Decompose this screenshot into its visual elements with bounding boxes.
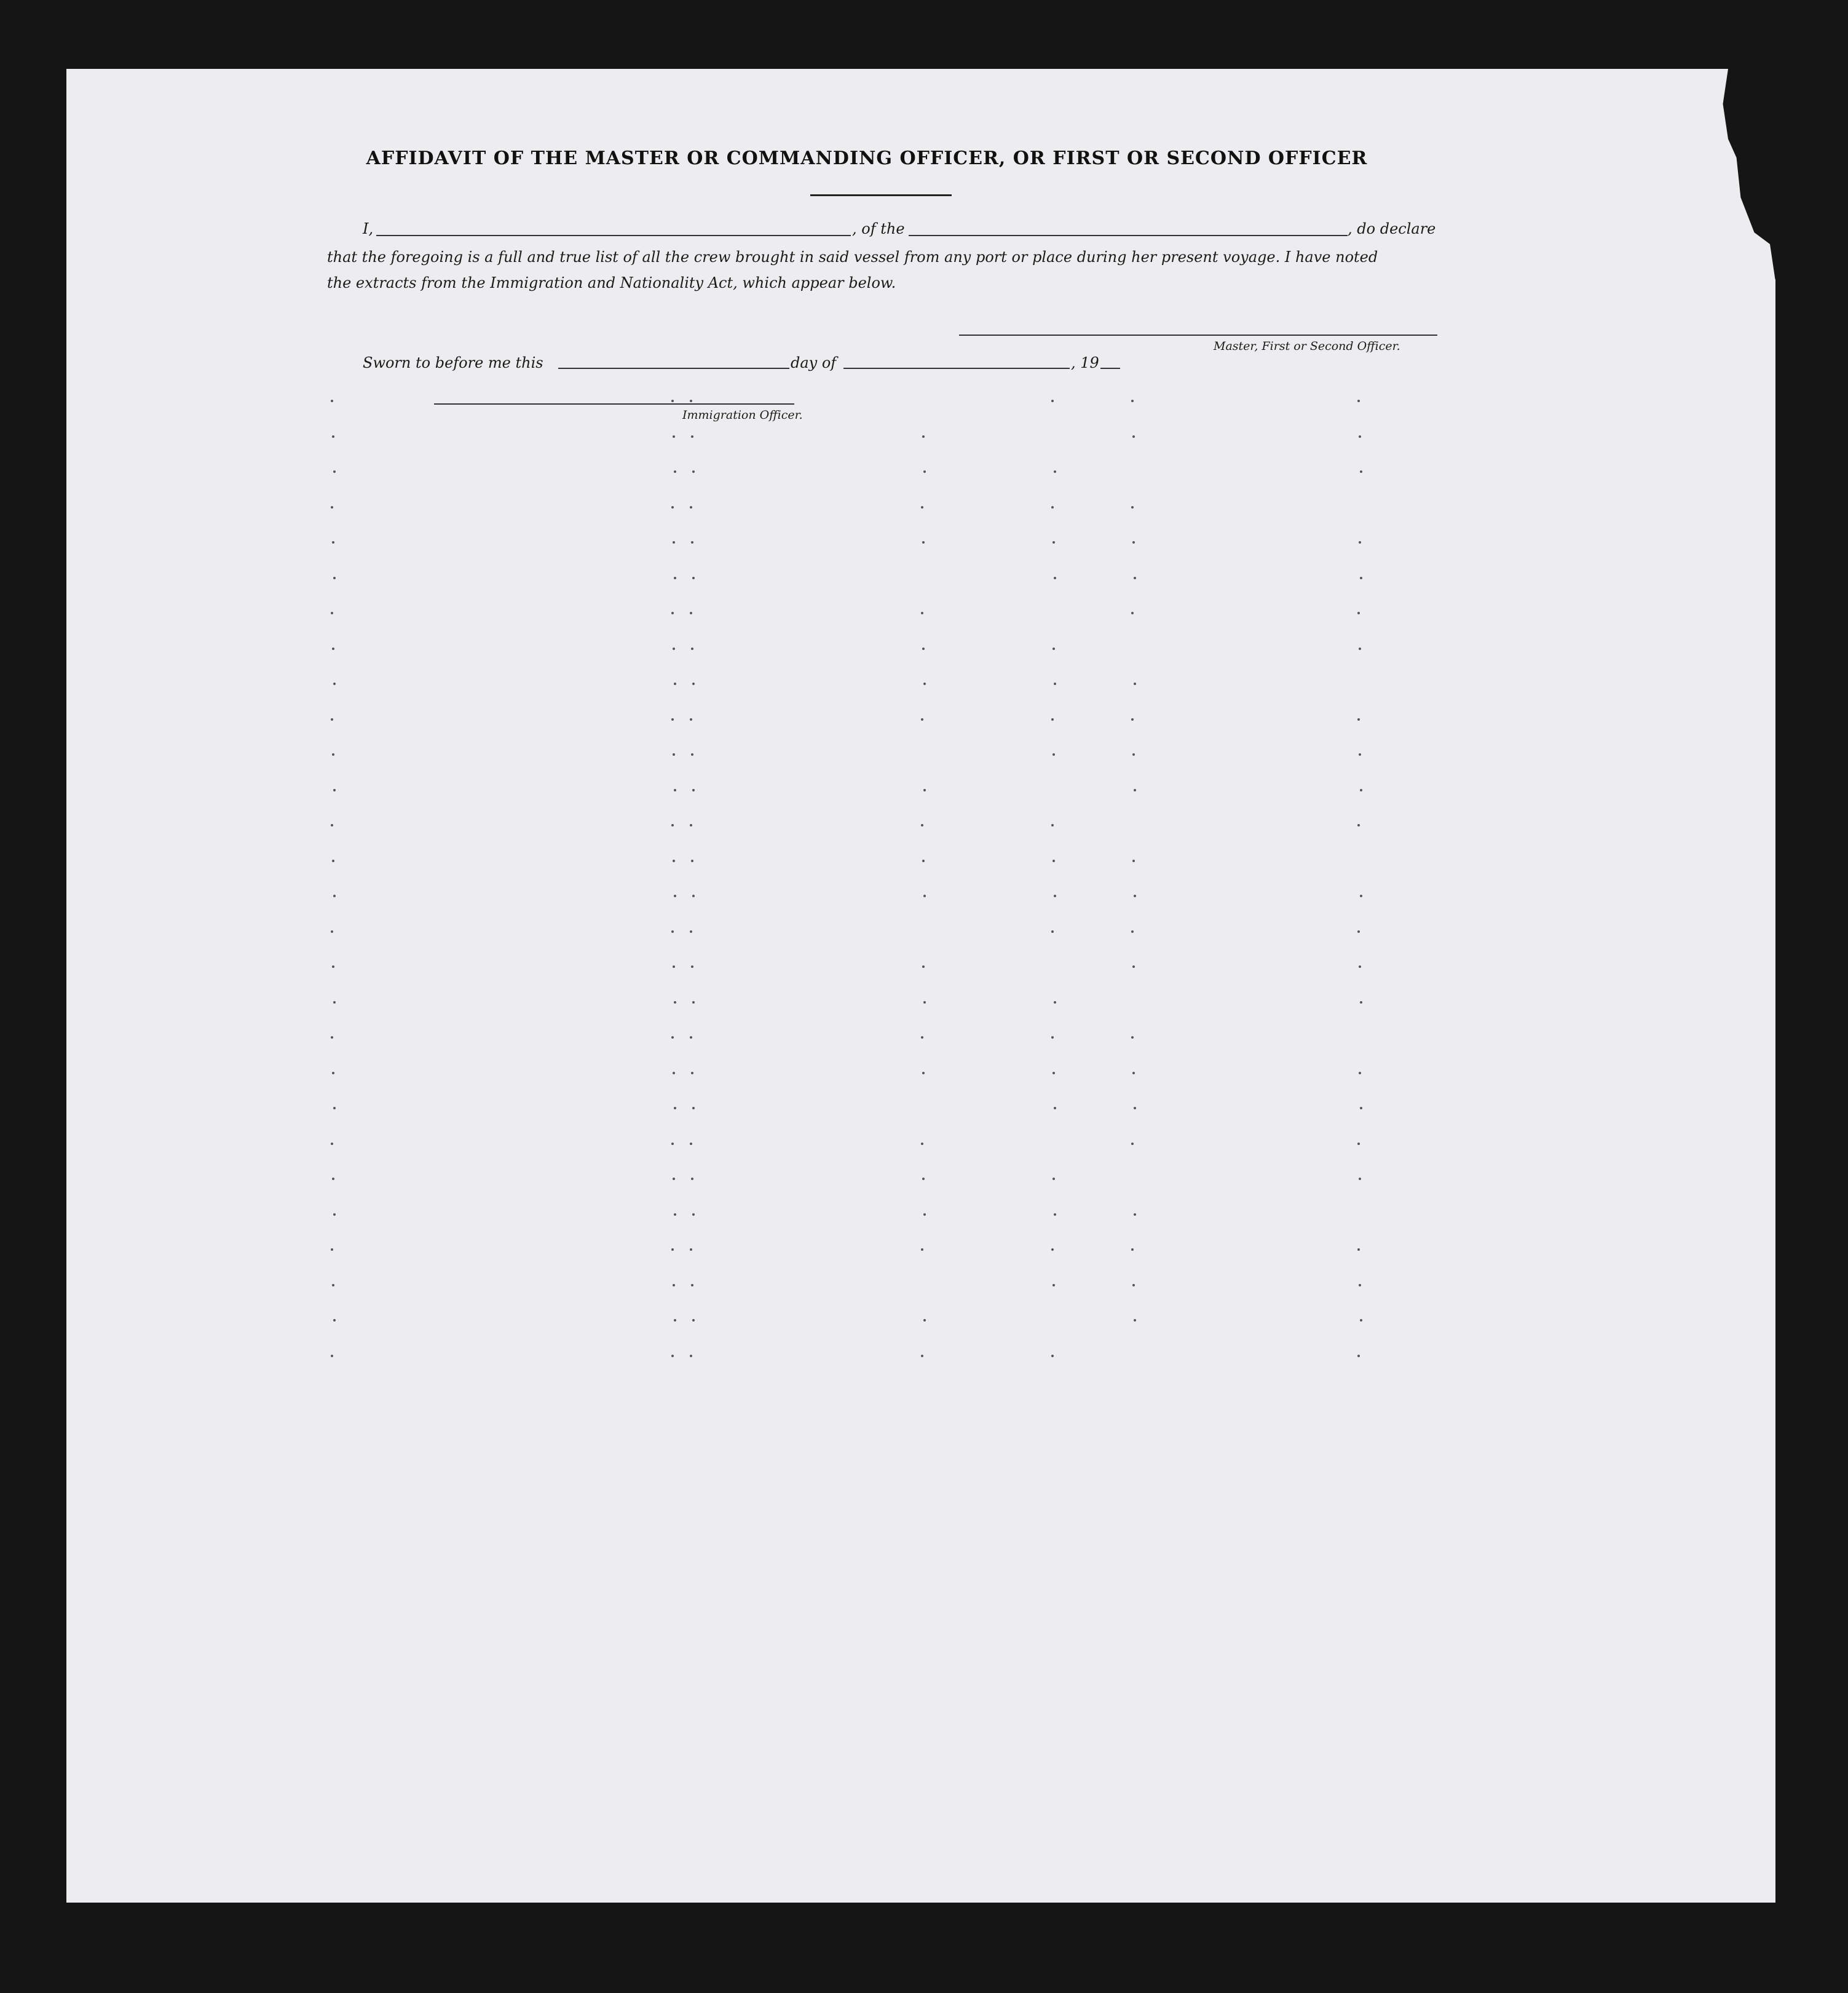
bleed-dot	[1132, 435, 1135, 438]
bleed-dot	[673, 965, 675, 968]
day-of-label: day of	[791, 354, 837, 371]
bleed-dot	[674, 470, 676, 473]
bleed-dot	[1131, 1248, 1134, 1251]
bleed-dot	[674, 577, 676, 579]
declaration-text-2: the extracts from the Immigration and Nationality Act, which appear below.	[327, 274, 896, 291]
document-page	[66, 69, 1775, 1903]
officer-signature-line	[434, 403, 794, 405]
bleed-dot	[332, 1178, 334, 1180]
bleed-dot	[1357, 612, 1360, 614]
bleed-dot	[1054, 1213, 1056, 1216]
bleed-dot	[331, 718, 333, 721]
bleed-dot	[332, 1284, 334, 1286]
bleed-dot	[1052, 860, 1055, 862]
declaration-text-1: that the foregoing is a full and true list of all the crew brought in said vessel from any port or place during her present voyage. I have noted	[327, 248, 1378, 266]
bleed-dot	[921, 824, 923, 826]
bleed-dot	[331, 612, 333, 614]
bleed-dot	[673, 753, 675, 756]
affidavit-title: AFFIDAVIT OF THE MASTER OR COMMANDING OFFICER, OR FIRST OR SECOND OFFICER	[366, 148, 1368, 169]
bleed-dot	[690, 506, 692, 509]
bleed-dot	[690, 824, 692, 826]
declarant-prefix: I,	[363, 220, 374, 237]
bleed-dot	[1360, 895, 1362, 897]
bleed-dot	[674, 1213, 676, 1216]
bleed-dot	[671, 718, 674, 721]
bleed-dot	[332, 860, 334, 862]
bleed-dot	[673, 1178, 675, 1180]
bleed-dot	[1134, 683, 1136, 685]
bleed-dot	[1054, 470, 1056, 473]
bleed-dot	[692, 1213, 695, 1216]
bleed-dot	[690, 400, 692, 402]
bleed-dot	[1132, 965, 1135, 968]
bleed-dot	[922, 860, 925, 862]
bleed-dot	[673, 648, 675, 650]
bleed-dot	[1359, 753, 1361, 756]
bleed-dot	[331, 1143, 333, 1145]
bleed-dot	[923, 470, 926, 473]
sworn-prefix: Sworn to before me this	[363, 354, 543, 371]
bleed-dot	[1360, 1107, 1362, 1109]
bleed-dot	[333, 895, 336, 897]
bleed-dot	[1360, 577, 1362, 579]
bleed-dot	[1357, 930, 1360, 933]
bleed-dot	[692, 1319, 695, 1321]
bleed-dot	[1132, 1072, 1135, 1074]
bleed-dot	[923, 789, 926, 791]
bleed-dot	[1051, 718, 1054, 721]
bleed-dot	[1359, 541, 1361, 544]
bleed-dot	[1359, 435, 1361, 438]
bleed-dot	[1132, 860, 1135, 862]
bleed-dot	[332, 648, 334, 650]
bleed-dot	[691, 1178, 693, 1180]
bleed-dot	[1051, 824, 1054, 826]
bleed-dot	[922, 965, 925, 968]
bleed-dot	[921, 1248, 923, 1251]
bleed-dot	[674, 1319, 676, 1321]
bleed-dot	[1134, 577, 1136, 579]
bleed-dot	[1054, 683, 1056, 685]
of-the-label: , of the	[852, 220, 905, 237]
vessel-name-line	[909, 235, 1348, 236]
bleed-dot	[1131, 506, 1134, 509]
sworn-date-line	[558, 368, 789, 369]
bleed-dot	[1131, 930, 1134, 933]
bleed-dot	[1134, 789, 1136, 791]
bleed-dot	[1052, 541, 1055, 544]
bleed-dot	[1357, 1143, 1360, 1145]
bleed-dot	[690, 1355, 692, 1357]
bleed-dot	[1054, 895, 1056, 897]
bleed-dot	[1054, 577, 1056, 579]
bleed-dot	[1134, 1107, 1136, 1109]
bleed-dot	[691, 541, 693, 544]
bleed-dot	[673, 860, 675, 862]
bleed-dot	[1360, 789, 1362, 791]
bleed-dot	[331, 400, 333, 402]
bleed-dot	[1051, 506, 1054, 509]
bleed-dot	[673, 1284, 675, 1286]
bleed-dot	[671, 400, 674, 402]
bleed-dot	[671, 1355, 674, 1357]
bleed-dot	[331, 1248, 333, 1251]
bleed-dot	[923, 1001, 926, 1004]
bleed-dot	[921, 506, 923, 509]
bleed-dot	[921, 612, 923, 614]
bleed-dot	[673, 1072, 675, 1074]
bleed-dot	[1357, 824, 1360, 826]
bleed-dot	[671, 824, 674, 826]
bleed-dot	[921, 718, 923, 721]
bleed-dot	[923, 1213, 926, 1216]
bleed-dot	[1052, 648, 1055, 650]
bleed-dot	[1357, 400, 1360, 402]
bleed-dot	[1359, 965, 1361, 968]
bleed-dot	[692, 470, 695, 473]
bleed-dot	[691, 435, 693, 438]
master-signature-line	[959, 335, 1437, 336]
bleed-dot	[691, 753, 693, 756]
bleed-dot	[1131, 718, 1134, 721]
bleed-dot	[690, 1248, 692, 1251]
bleed-dot	[674, 895, 676, 897]
year-label: , 19	[1071, 354, 1099, 371]
bleed-dot	[1134, 895, 1136, 897]
bleed-dot	[331, 1036, 333, 1039]
bleed-dot	[692, 683, 695, 685]
bleed-dot	[690, 612, 692, 614]
bleed-dot	[1359, 1072, 1361, 1074]
bleed-dot	[923, 683, 926, 685]
bleed-dot	[333, 1001, 336, 1004]
bleed-dot	[333, 1107, 336, 1109]
bleed-dot	[921, 1143, 923, 1145]
bleed-dot	[673, 435, 675, 438]
declarant-name-line	[376, 235, 851, 236]
bleed-dot	[922, 1072, 925, 1074]
bleed-dot	[691, 1284, 693, 1286]
bleed-dot	[1131, 1143, 1134, 1145]
bleed-dot	[333, 789, 336, 791]
bleed-dot	[333, 1319, 336, 1321]
bleed-dot	[1131, 400, 1134, 402]
bleed-dot	[691, 965, 693, 968]
bleed-dot	[690, 1143, 692, 1145]
bleed-dot	[1357, 1355, 1360, 1357]
bleed-dot	[1134, 1319, 1136, 1321]
bleed-dot	[691, 860, 693, 862]
bleed-dot	[691, 648, 693, 650]
bleed-dot	[692, 577, 695, 579]
bleed-dot	[923, 1319, 926, 1321]
bleed-dot	[332, 753, 334, 756]
bleed-dot	[332, 1072, 334, 1074]
bleed-dot	[921, 1355, 923, 1357]
bleed-dot	[671, 1036, 674, 1039]
bleed-dot	[690, 930, 692, 933]
officer-signature-label: Immigration Officer.	[682, 408, 803, 422]
bleed-dot	[331, 506, 333, 509]
bleed-dot	[923, 895, 926, 897]
bleed-dot	[692, 1107, 695, 1109]
do-declare-label: , do declare	[1348, 220, 1436, 237]
bleed-dot	[922, 1178, 925, 1180]
bleed-dot	[671, 506, 674, 509]
bleed-dot	[921, 1036, 923, 1039]
sworn-month-line	[843, 368, 1070, 369]
bleed-dot	[1360, 470, 1362, 473]
bleed-dot	[922, 648, 925, 650]
bleed-dot	[1359, 1178, 1361, 1180]
bleed-dot	[1132, 541, 1135, 544]
bleed-dot	[1052, 1072, 1055, 1074]
bleed-dot	[690, 1036, 692, 1039]
title-underline	[810, 194, 952, 196]
bleed-dot	[1134, 1213, 1136, 1216]
bleed-dot	[1051, 1355, 1054, 1357]
bleed-dot	[922, 435, 925, 438]
bleed-dot	[1051, 400, 1054, 402]
bleed-dot	[332, 435, 334, 438]
bleed-dot	[922, 541, 925, 544]
bleed-dot	[331, 930, 333, 933]
bleed-dot	[331, 824, 333, 826]
bleed-dot	[692, 789, 695, 791]
bleed-dot	[1051, 930, 1054, 933]
bleed-dot	[671, 1143, 674, 1145]
bleed-dot	[1054, 1001, 1056, 1004]
bleed-dot	[692, 895, 695, 897]
bleed-dot	[332, 965, 334, 968]
bleed-dot	[333, 470, 336, 473]
bleed-dot	[671, 612, 674, 614]
bleed-dot	[674, 789, 676, 791]
bleed-dot	[1131, 612, 1134, 614]
bleed-dot	[671, 1248, 674, 1251]
bleed-dot	[673, 541, 675, 544]
bleed-dot	[1360, 1001, 1362, 1004]
bleed-dot	[1131, 1036, 1134, 1039]
bleed-dot	[332, 541, 334, 544]
bleed-dot	[1132, 753, 1135, 756]
bleed-dot	[1052, 1284, 1055, 1286]
bleed-dot	[333, 1213, 336, 1216]
sworn-year-line	[1100, 368, 1120, 369]
bleed-dot	[1051, 1036, 1054, 1039]
bleed-dot	[1357, 718, 1360, 721]
bleed-dot	[1051, 1248, 1054, 1251]
bleed-dot	[1052, 753, 1055, 756]
bleed-dot	[1360, 1319, 1362, 1321]
bleed-dot	[1052, 1178, 1055, 1180]
bleed-dot	[691, 1072, 693, 1074]
bleed-dot	[1359, 648, 1361, 650]
bleed-dot	[1132, 1284, 1135, 1286]
bleed-dot	[671, 930, 674, 933]
bleed-dot	[1359, 1284, 1361, 1286]
bleed-dot	[690, 718, 692, 721]
master-signature-label: Master, First or Second Officer.	[1214, 339, 1400, 353]
bleed-dot	[1054, 1107, 1056, 1109]
bleed-dot	[674, 1107, 676, 1109]
bleed-dot	[331, 1355, 333, 1357]
bleed-dot	[1357, 1248, 1360, 1251]
bleed-dot	[674, 1001, 676, 1004]
bleed-dot	[333, 577, 336, 579]
bleed-dot	[692, 1001, 695, 1004]
bleed-dot	[674, 683, 676, 685]
bleed-dot	[333, 683, 336, 685]
